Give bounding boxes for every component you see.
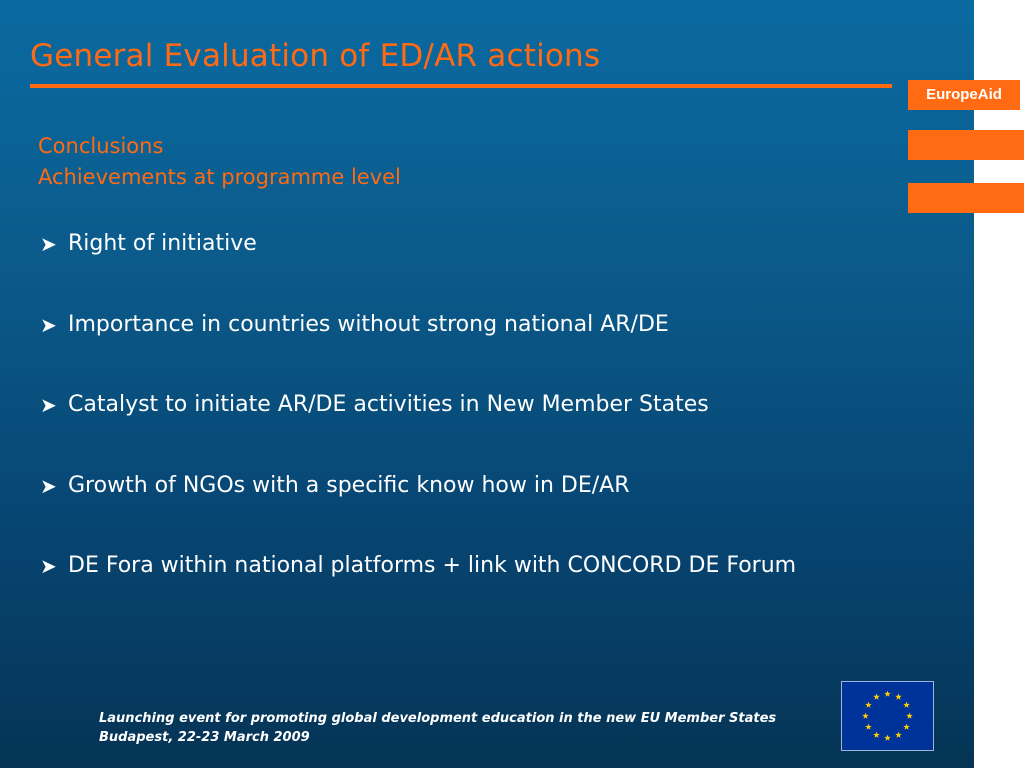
arrow-bullet-icon: ➤ xyxy=(40,232,57,256)
title-underline xyxy=(30,84,892,88)
eu-star-icon xyxy=(873,732,879,738)
eu-star-icon xyxy=(903,724,909,730)
bullet-item xyxy=(40,550,796,631)
eu-star-icon xyxy=(884,691,890,697)
arrow-bullet-icon: ➤ xyxy=(40,312,57,337)
eu-star-icon xyxy=(906,713,912,719)
arrow-bullet-icon: ➤ xyxy=(40,473,57,498)
eu-flag-icon xyxy=(841,681,934,751)
arrow-bullet-icon: ➤ xyxy=(40,554,57,578)
footer xyxy=(99,709,776,747)
europeaid-logo: EuropeAid xyxy=(908,80,1020,110)
bullet-text: Importance in countries without strong national AR/DE xyxy=(68,311,669,337)
eu-star-icon xyxy=(865,724,871,730)
eu-star-icon xyxy=(862,713,868,719)
bullet-item xyxy=(40,470,796,551)
eu-star-icon xyxy=(895,694,901,700)
bullet-text: Catalyst to initiate AR/DE activities in New Member States xyxy=(68,392,709,417)
eu-star-icon xyxy=(884,735,890,741)
eu-star-icon xyxy=(903,702,909,708)
bullet-item xyxy=(40,228,796,309)
eu-stars xyxy=(842,682,933,750)
footer-event-line: Launching event for promoting global development education in the new EU Member States xyxy=(99,711,777,726)
bullet-text: Right of initiative xyxy=(68,231,257,256)
bullet-text: DE Fora within national platforms + link with CONCORD DE Forum xyxy=(68,553,797,578)
section-heading: Conclusions xyxy=(38,134,164,158)
decorative-bar xyxy=(908,183,1024,213)
eu-star-icon xyxy=(895,732,901,738)
arrow-bullet-icon: ➤ xyxy=(40,393,57,417)
decorative-bar xyxy=(908,130,1024,160)
footer-date-line: Budapest, 22-23 March 2009 xyxy=(99,730,310,745)
right-margin-strip xyxy=(974,0,1024,768)
bullet-list xyxy=(40,228,796,631)
eu-star-icon xyxy=(873,694,879,700)
eu-star-icon xyxy=(865,702,871,708)
bullet-text: Growth of NGOs with a specific know how in DE/AR xyxy=(68,472,630,498)
bullet-item xyxy=(40,389,796,470)
bullet-item xyxy=(40,309,796,390)
slide-title: General Evaluation of ED/AR actions xyxy=(30,38,601,74)
section-subheading: Achievements at programme level xyxy=(38,165,401,189)
